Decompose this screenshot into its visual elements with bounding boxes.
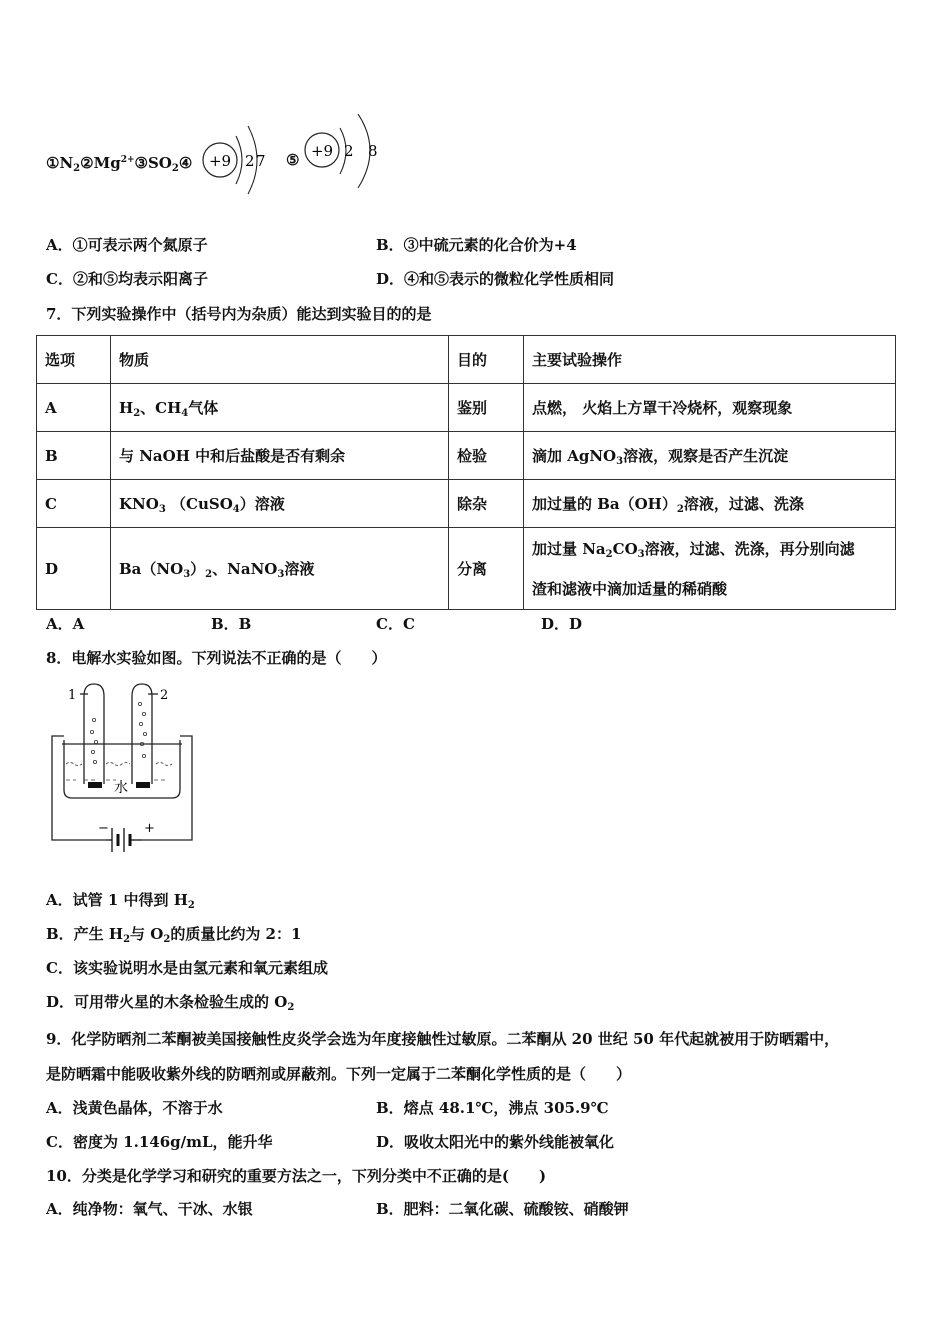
row-purpose: 分离 xyxy=(449,528,524,610)
atom-structure-diagram-4 xyxy=(196,118,276,198)
svg-text:2: 2 xyxy=(344,142,354,160)
row-option: B xyxy=(37,432,111,480)
row-substance: $H_2$、$CH_4$气体 xyxy=(111,384,449,432)
q7-answer-c: C．C xyxy=(376,615,415,633)
q7-answer-d: D．D xyxy=(541,615,583,633)
q6-label-5: ⑤ xyxy=(286,151,300,169)
q8-option-c: C．该实验说明水是由氢元素和氧元素组成 xyxy=(46,959,328,977)
q7-answer-b: B．B xyxy=(211,615,252,633)
row-option: C xyxy=(37,480,111,528)
svg-text:1: 1 xyxy=(68,688,77,703)
svg-text:2: 2 xyxy=(245,152,255,170)
row-substance: $Ba(NO_3)_2$、NaNO$_3$溶液 xyxy=(111,528,449,610)
table-row xyxy=(37,384,896,432)
svg-text:+9: +9 xyxy=(310,142,334,160)
q7-table xyxy=(36,335,896,610)
q10-option-a: A．纯净物：氧气、干冰、水银 xyxy=(46,1200,253,1218)
table-row xyxy=(37,432,896,480)
q9-option-d: D．吸收太阳光中的紫外线能被氧化 xyxy=(376,1133,615,1151)
svg-text:+: + xyxy=(144,821,155,836)
q7-answer-a: A．A xyxy=(46,615,85,633)
table-header: 主要试验操作 xyxy=(524,336,896,384)
q8-option-d: D．可用带火星的木条检验生成的 $O_2$ xyxy=(46,993,295,1013)
q8-option-b: B．产生 $H_2$与 $O_2$的质量比约为 2：1 xyxy=(46,925,302,945)
svg-text:2: 2 xyxy=(160,688,169,703)
svg-text:−: − xyxy=(98,821,109,836)
row-purpose: 检验 xyxy=(449,432,524,480)
row-operation: 滴加 AgNO$_3$溶液，观察是否产生沉淀 xyxy=(524,432,896,480)
electrolysis-apparatus-diagram xyxy=(44,680,204,862)
q9-option-a: A．浅黄色晶体，不溶于水 xyxy=(46,1099,223,1117)
row-substance: $KNO_3$ （CuSO$_4$）溶液 xyxy=(111,480,449,528)
atom-structure-diagram-5 xyxy=(300,108,390,194)
row-option: D xyxy=(37,528,111,610)
svg-text:+9: +9 xyxy=(208,152,232,170)
q7-stem: 7．下列实验操作中（括号内为杂质）能达到实验目的的是 xyxy=(46,305,432,323)
row-operation: 加过量 $Na_2CO_3$溶液，过滤、洗涤，再分别向滤 渣和滤液中滴加适量的稀硝酸 xyxy=(524,528,896,610)
q9-option-b: B．熔点 48.1℃，沸点 305.9℃ xyxy=(376,1099,609,1117)
table-row xyxy=(37,480,896,528)
q8-option-a: A．试管 1 中得到 $H_2$ xyxy=(46,891,195,911)
q6-option-b: B．③中硫元素的化合价为+4 xyxy=(376,236,577,254)
table-header: 目的 xyxy=(449,336,524,384)
q6-option-d: D．④和⑤表示的微粒化学性质相同 xyxy=(376,270,615,288)
q9-stem-line1: 9．化学防晒剂二苯酮被美国接触性皮炎学会选为年度接触性过敏原。二苯酮从 20 世纪 50 年代起就被用于防晒霜中， xyxy=(46,1030,840,1048)
q9-stem-line2: 是防晒霜中能吸收紫外线的防晒剂或屏蔽剂。下列一定属于二苯酮化学性质的是（ ） xyxy=(46,1065,632,1083)
table-header-row xyxy=(37,336,896,384)
table-row xyxy=(37,528,896,610)
row-option: A xyxy=(37,384,111,432)
svg-text:7: 7 xyxy=(256,152,266,170)
q6-option-c: C．②和⑤均表示阳离子 xyxy=(46,270,208,288)
row-purpose: 除杂 xyxy=(449,480,524,528)
table-header: 选项 xyxy=(37,336,111,384)
q10-stem: 10．分类是化学学习和研究的重要方法之一，下列分类中不正确的是( ) xyxy=(46,1167,547,1185)
q6-option-a: A．①可表示两个氮原子 xyxy=(46,236,208,254)
q6-formula-line: $①N_2②Mg^{2+}③SO_2④$ xyxy=(46,154,193,174)
table-header: 物质 xyxy=(111,336,449,384)
q10-option-b: B．肥料：二氧化碳、硫酸铵、硝酸钾 xyxy=(376,1200,629,1218)
svg-text:水: 水 xyxy=(114,780,128,796)
q9-option-c: C．密度为 1.146g/mL，能升华 xyxy=(46,1133,273,1151)
svg-text:8: 8 xyxy=(368,142,378,160)
row-substance: 与 NaOH 中和后盐酸是否有剩余 xyxy=(111,432,449,480)
row-operation: 点燃， 火焰上方罩干冷烧杯，观察现象 xyxy=(524,384,896,432)
row-purpose: 鉴别 xyxy=(449,384,524,432)
row-operation: 加过量的 $Ba(OH)_2$溶液，过滤、洗涤 xyxy=(524,480,896,528)
q8-stem: 8．电解水实验如图。下列说法不正确的是（ ） xyxy=(46,649,387,667)
